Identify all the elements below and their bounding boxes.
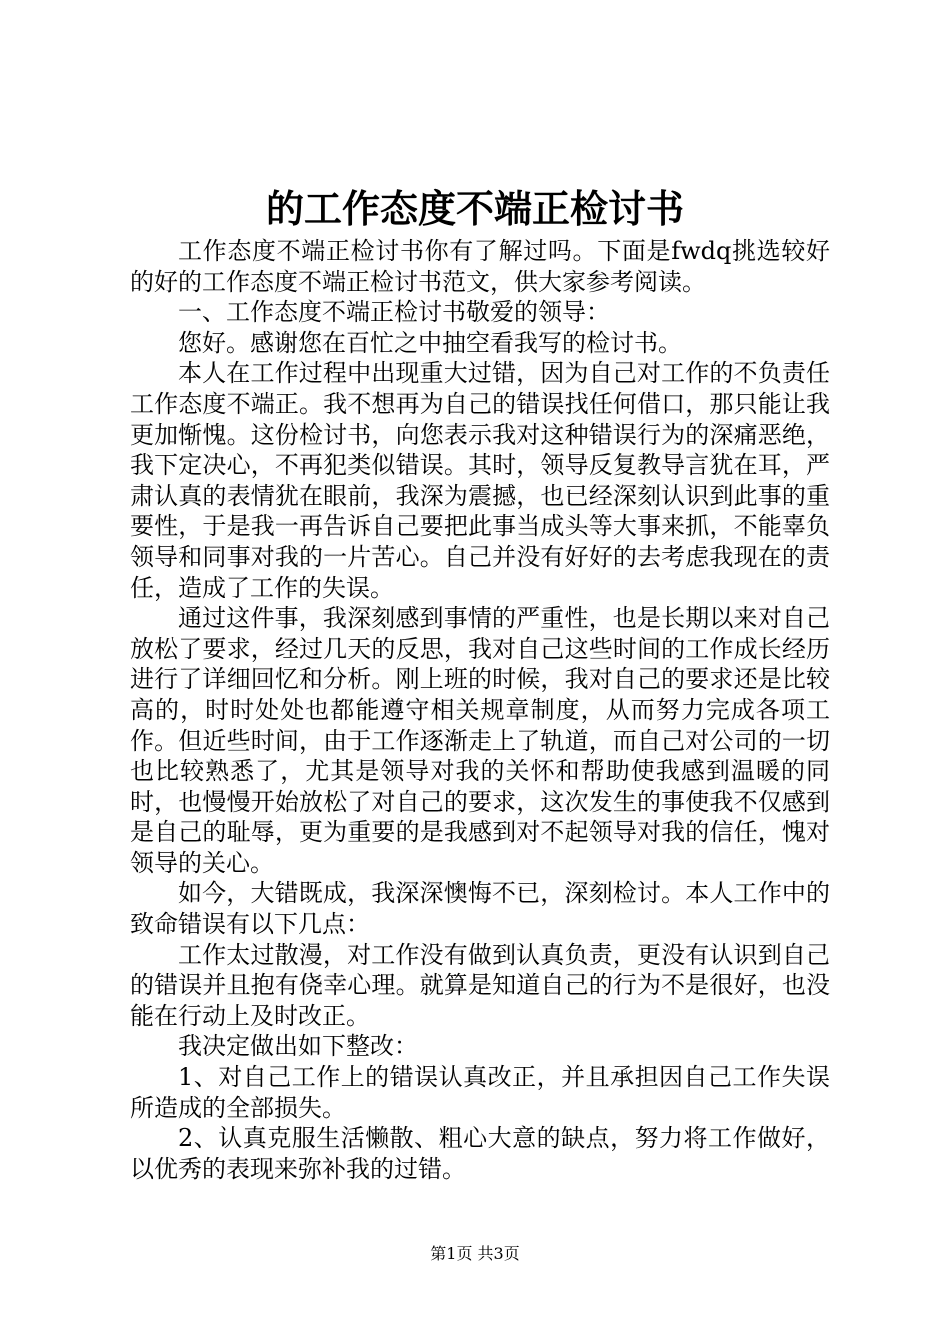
page-number-footer: 第1页 共3页: [430, 1244, 520, 1263]
body-paragraph: 工作太过散漫，对工作没有做到认真负责，更没有认识到自己的错误并且抱有侥幸心理。就算是知道自己的行为不是很好，也没能在行动上及时改正。: [130, 940, 830, 1030]
body-paragraph: 通过这件事，我深刻感到事情的严重性，也是长期以来对自己放松了要求，经过几天的反思，我对自己这些时间的工作成长经历进行了详细回忆和分析。刚上班的时候，我对自己的要求还是比较高的，时时处处也都能遵守相关规章制度，从而努力完成各项工作。但近些时间，由于工作逐渐走上了轨道，而自己对公司的一切也比较熟悉了，尤其是领导对我的关怀和帮助使我感到温暖的同时，也慢慢开始放松了对自己的要求，这次发生的事使我不仅感到是自己的耻辱，更为重要的是我感到对不起领导对我的信任，愧对领导的关心。: [130, 604, 830, 877]
list-item: 1、对自己工作上的错误认真改正，并且承担因自己工作失误所造成的全部损失。: [130, 1063, 830, 1122]
intro-paragraph: 工作态度不端正检讨书你有了解过吗。下面是fwdq挑选较好的好的工作态度不端正检讨书范文，供大家参考阅读。: [130, 237, 830, 296]
greeting-paragraph: 您好。感谢您在百忙之中抽空看我写的检讨书。: [178, 328, 682, 357]
section-heading: 一、工作态度不端正检讨书敬爱的领导：: [178, 298, 610, 327]
body-paragraph: 如今，大错既成，我深深懊悔不已，深刻检讨。本人工作中的致命错误有以下几点：: [130, 879, 830, 939]
body-paragraph: 本人在工作过程中出现重大过错，因为自己对工作的不负责任工作态度不端正。我不想再为自己的错误找任何借口，那只能让我更加惭愧。这份检讨书，向您表示我对这种错误行为的深痛恶绝，我下定决心，不再犯类似错误。其时，领导反复教导言犹在耳，严肃认真的表情犹在眼前，我深为震撼，也已经深刻认识到此事的重要性，于是我一再告诉自己要把此事当成头等大事来抓，不能辜负领导和同事对我的一片苦心。自己并没有好好的去考虑我现在的责任，造成了工作的失误。: [130, 359, 830, 602]
body-paragraph: 我决定做出如下整改：: [178, 1032, 418, 1061]
document-body: [130, 236, 830, 1184]
document-title: 的工作态度不端正检讨书: [265, 186, 684, 231]
list-item: 2、认真克服生活懒散、粗心大意的缺点，努力将工作做好，以优秀的表现来弥补我的过错。: [130, 1124, 830, 1183]
